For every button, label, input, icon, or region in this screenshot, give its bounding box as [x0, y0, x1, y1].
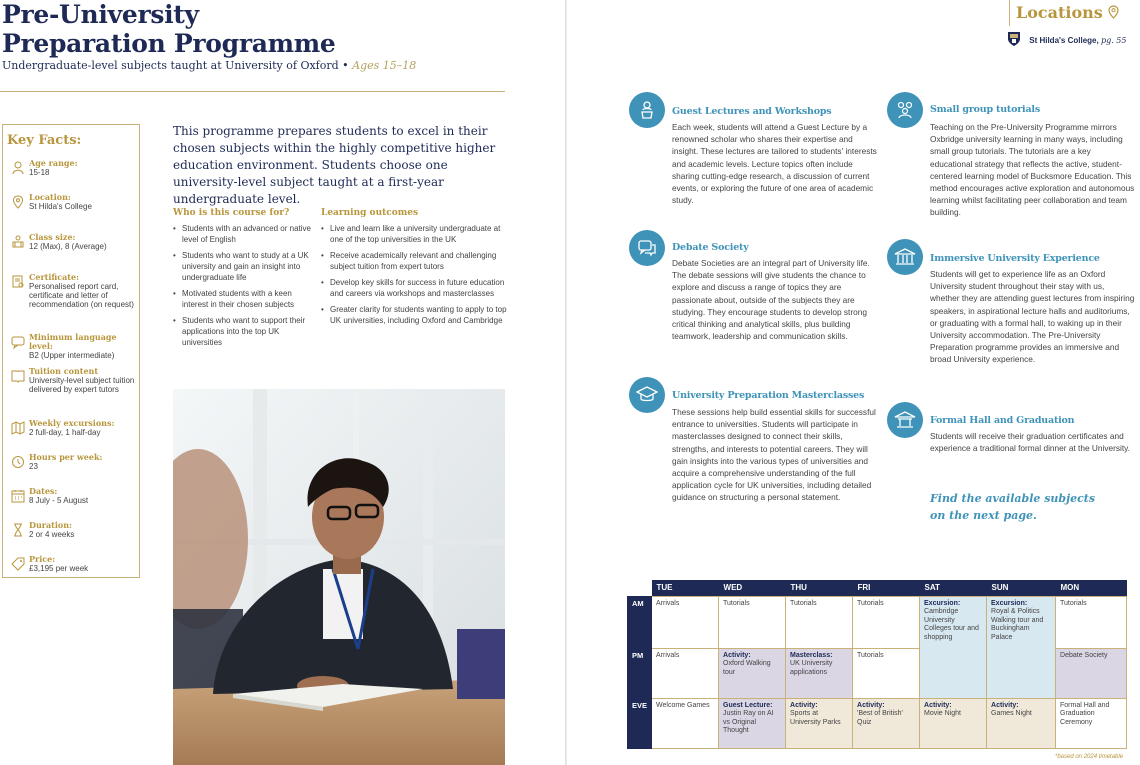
key-fact-text [29, 419, 114, 437]
key-fact-item [7, 367, 135, 419]
day-header: WED [719, 580, 786, 596]
college-crest-icon [1007, 31, 1021, 47]
timetable [627, 580, 1127, 749]
key-fact-text [29, 521, 74, 539]
key-facts-list [7, 159, 135, 589]
student-photo [173, 389, 505, 765]
day-header: SAT [920, 580, 987, 596]
timetable-cell: Activity: 'Best of British' Quiz [853, 698, 920, 748]
timetable-cell: Guest Lecture: Justin Ray on AI vs Original Thought [719, 698, 786, 748]
key-fact-value: 8 July - 5 August [29, 496, 89, 505]
find-subjects-line-1: Find the available subjects [930, 492, 1096, 505]
page-title [2, 0, 336, 58]
key-facts-heading: Key Facts: [7, 133, 82, 148]
bullet-item: • Live and learn like a university undergraduate at one of the top universities in the UK [321, 223, 507, 245]
map-icon [7, 419, 29, 439]
locations-heading [1016, 3, 1119, 22]
calendar-icon [7, 487, 29, 507]
gold-divider [0, 91, 505, 92]
timetable-cell: Tutorials [853, 596, 920, 648]
timetable-cell: Arrivals [652, 596, 719, 648]
key-fact-value: University-level subject tuition delivered by expert tutors [29, 376, 135, 394]
location-pin-icon [7, 193, 29, 213]
feature-title-guest-lectures: Guest Lectures and Workshops [672, 106, 832, 117]
book-icon [7, 367, 29, 387]
title-line-1: Pre-University [2, 0, 199, 29]
key-fact-item [7, 521, 135, 555]
speech-bubble-icon [7, 333, 29, 353]
class-group-icon [7, 233, 29, 253]
hourglass-icon [7, 521, 29, 541]
certificate-icon [7, 273, 29, 293]
feature-title-immersive: Immersive University Experience [930, 253, 1100, 264]
key-fact-item [7, 555, 135, 589]
locations-title: Locations [1016, 3, 1103, 22]
key-fact-item [7, 333, 135, 367]
bullet-item: • Motivated students with a keen interest in their chosen subjects [173, 288, 313, 310]
feature-title-formal-hall: Formal Hall and Graduation [930, 415, 1075, 426]
feature-body-immersive: Students will get to experience life as an Oxford University student throughout their stay with us, whether they are attending guest lectures from inspiring speakers, in aspirational lecture halls and auditoriums, or graduating with a formal hall, to waking up in their University accommodation. The Pre-University Preparation programme provides an immersive and broad University experience. [930, 269, 1135, 365]
key-fact-text [29, 273, 135, 309]
college-reference [1015, 31, 1126, 47]
location-pin-icon [1108, 5, 1119, 19]
key-fact-value: 15-18 [29, 168, 50, 177]
lecturer-podium-icon [629, 92, 665, 128]
key-fact-value: 2 or 4 weeks [29, 530, 75, 539]
feature-title-small-group: Small group tutorials [930, 104, 1040, 115]
timetable-cell: Tutorials [1056, 596, 1127, 648]
key-fact-item [7, 193, 135, 233]
row-label: PM [628, 648, 652, 698]
key-fact-value: St Hilda's College [29, 202, 92, 211]
clock-icon [7, 453, 29, 473]
graduation-cap-icon [629, 377, 665, 413]
college-page-ref: pg. 55 [1100, 36, 1127, 45]
timetable-cell: Arrivals [652, 648, 719, 698]
key-fact-item [7, 487, 135, 521]
timetable-cell: Activity: Games Night [987, 698, 1056, 748]
debate-bubbles-icon [629, 230, 665, 266]
feature-title-debate-society: Debate Society [672, 242, 749, 253]
day-header: MON [1056, 580, 1127, 596]
key-fact-value: Personalised report card, certificate and letter of recommendation (on request) [29, 282, 134, 309]
timetable-cell: Activity: Oxford Walking tour [719, 648, 786, 698]
key-fact-item [7, 453, 135, 487]
bullet-item: • Students with an advanced or native level of English [173, 223, 313, 245]
timetable-cell-excursion: Excursion: Royal & Politics Walking tour and Buckingham Palace [987, 596, 1056, 698]
key-fact-text [29, 367, 135, 394]
formal-hall-icon [887, 402, 923, 438]
key-fact-label: Class size: [29, 232, 76, 242]
timetable-cell: Debate Society [1056, 648, 1127, 698]
feature-body-guest-lectures: Each week, students will attend a Guest Lecture by a renowned scholar who shares their expertise and insight. These lectures are tailored to students' interests and academic levels. Lecture topics often include sharing cutting-edge research, a discussion of current events, or exploring the future of one area of academic study. [672, 122, 877, 206]
subtitle-text: Undergraduate-level subjects taught at University of Oxford [2, 59, 339, 72]
who-heading: Who is this course for? [173, 208, 290, 218]
timetable-cell: Activity: Movie Night [920, 698, 987, 748]
bullet-item: • Students who want to support their applications into the top UK universities [173, 315, 313, 348]
person-icon [7, 159, 29, 179]
price-tag-icon [7, 555, 29, 575]
timetable-row-am [628, 596, 1127, 648]
key-fact-item [7, 159, 135, 193]
key-fact-label: Certificate: [29, 272, 80, 282]
outcomes-list [321, 223, 507, 331]
college-name: St Hilda's College, [1029, 36, 1099, 45]
key-fact-text [29, 159, 78, 177]
key-fact-label: Hours per week: [29, 452, 103, 462]
bullet-item: • Greater clarity for students wanting to apply to top UK universities, including Oxford and Cambridge [321, 304, 507, 326]
left-page [0, 0, 567, 765]
timetable-cell: Tutorials [719, 596, 786, 648]
timetable-cell: Tutorials [786, 596, 853, 648]
key-fact-label: Weekly excursions: [29, 418, 115, 428]
key-fact-text [29, 453, 102, 471]
timetable-cell: Tutorials [853, 648, 920, 698]
feature-title-masterclasses: University Preparation Masterclasses [672, 390, 865, 401]
key-fact-label: Location: [29, 192, 71, 202]
timetable-corner [628, 580, 652, 596]
find-subjects-callout [930, 490, 1095, 524]
key-fact-label: Minimum language level: [29, 332, 117, 351]
key-fact-item [7, 273, 135, 333]
timetable-cell: Masterclass: UK University applications [786, 648, 853, 698]
timetable-cell-excursion: Excursion: Cambridge University Colleges tour and shopping [920, 596, 987, 698]
timetable-footnote: *based on 2024 timetable [1055, 754, 1124, 760]
university-building-icon [887, 239, 923, 275]
outcomes-heading: Learning outcomes [321, 208, 419, 218]
key-fact-text [29, 555, 88, 573]
day-header: SUN [987, 580, 1056, 596]
feature-body-debate-society: Debate Societies are an integral part of University life. The debate sessions will give students the chance to explore and discuss a range of topics they are passionate about, outside of the subjects they are studying. They encourage students to develop strong critical thinking and analytical skills, plus building teamwork, leadership and communication skills. [672, 258, 870, 342]
bullet-item: • Develop key skills for success in future education and careers via workshops and masterclasses [321, 277, 507, 299]
timetable-cell: Activity: Sports at University Parks [786, 698, 853, 748]
subtitle [2, 59, 416, 72]
key-fact-text [29, 487, 88, 505]
key-fact-text [29, 193, 92, 211]
day-header: FRI [853, 580, 920, 596]
intro-paragraph: This programme prepares students to excel in their chosen subjects within the highly competitive higher education environment. Students choose one university-level subject taught at a first-year undergraduate level. [173, 124, 496, 206]
feature-body-masterclasses: These sessions help build essential skills for successful entrance to universities. Students will participate in masterclasses designed to connect their skills, strengths, and interests to potential careers. They will gain insights into the various types of universities and acquire a comprehensive understanding of the full application cycle for UK universities, including detailed guidance on structuring a personal statement. [672, 407, 876, 503]
key-fact-label: Duration: [29, 520, 72, 530]
key-fact-value: 12 (Max), 8 (Average) [29, 242, 107, 251]
title-line-2: Preparation Programme [2, 29, 336, 58]
student-photo-illustration [173, 389, 505, 765]
timetable-cell: Formal Hall and Graduation Ceremony [1056, 698, 1127, 748]
feature-body-formal-hall: Students will receive their graduation certificates and experience a traditional formal dinner at the University. [930, 431, 1130, 454]
key-fact-label: Tuition content [29, 366, 99, 376]
locations-rule [1009, 0, 1010, 26]
key-fact-label: Age range: [29, 158, 78, 168]
row-label: EVE [628, 698, 652, 748]
key-fact-value: 2 full-day, 1 half-day [29, 428, 101, 437]
ages-text: Ages 15–18 [352, 59, 417, 72]
subtitle-separator: • [342, 59, 349, 72]
who-list [173, 223, 313, 353]
key-fact-text [29, 233, 107, 251]
key-fact-label: Price: [29, 554, 56, 564]
feature-body-small-group: Teaching on the Pre-University Programme mirrors Oxbridge university learning in many ways, including small group tutorials. The tutorials are a key educational strategy that reflects the active, student-centered learning model of Bucksmore Education. This method encourages active exploration and autonomous learning whilst facilitating peer collaboration and team building. [930, 122, 1135, 218]
key-fact-label: Dates: [29, 486, 58, 496]
bullet-item: • Receive academically relevant and challenging subject tuition from expert tutors [321, 250, 507, 272]
timetable-header-row [628, 580, 1127, 596]
right-page [567, 0, 1140, 765]
key-fact-value: £3,195 per week [29, 564, 89, 573]
day-header: TUE [652, 580, 719, 596]
find-subjects-line-2: on the next page. [930, 509, 1037, 522]
key-fact-item [7, 419, 135, 453]
bullet-item: • Students who want to study at a UK university and gain an insight into undergraduate life [173, 250, 313, 283]
small-group-icon [887, 92, 923, 128]
key-fact-value: B2 (Upper intermediate) [29, 351, 115, 360]
row-label: AM [628, 596, 652, 648]
key-fact-text [29, 333, 135, 360]
timetable-cell: Welcome Games [652, 698, 719, 748]
key-fact-item [7, 233, 135, 273]
key-fact-value: 23 [29, 462, 38, 471]
key-facts-box [2, 124, 140, 578]
timetable-row-eve [628, 698, 1127, 748]
day-header: THU [786, 580, 853, 596]
